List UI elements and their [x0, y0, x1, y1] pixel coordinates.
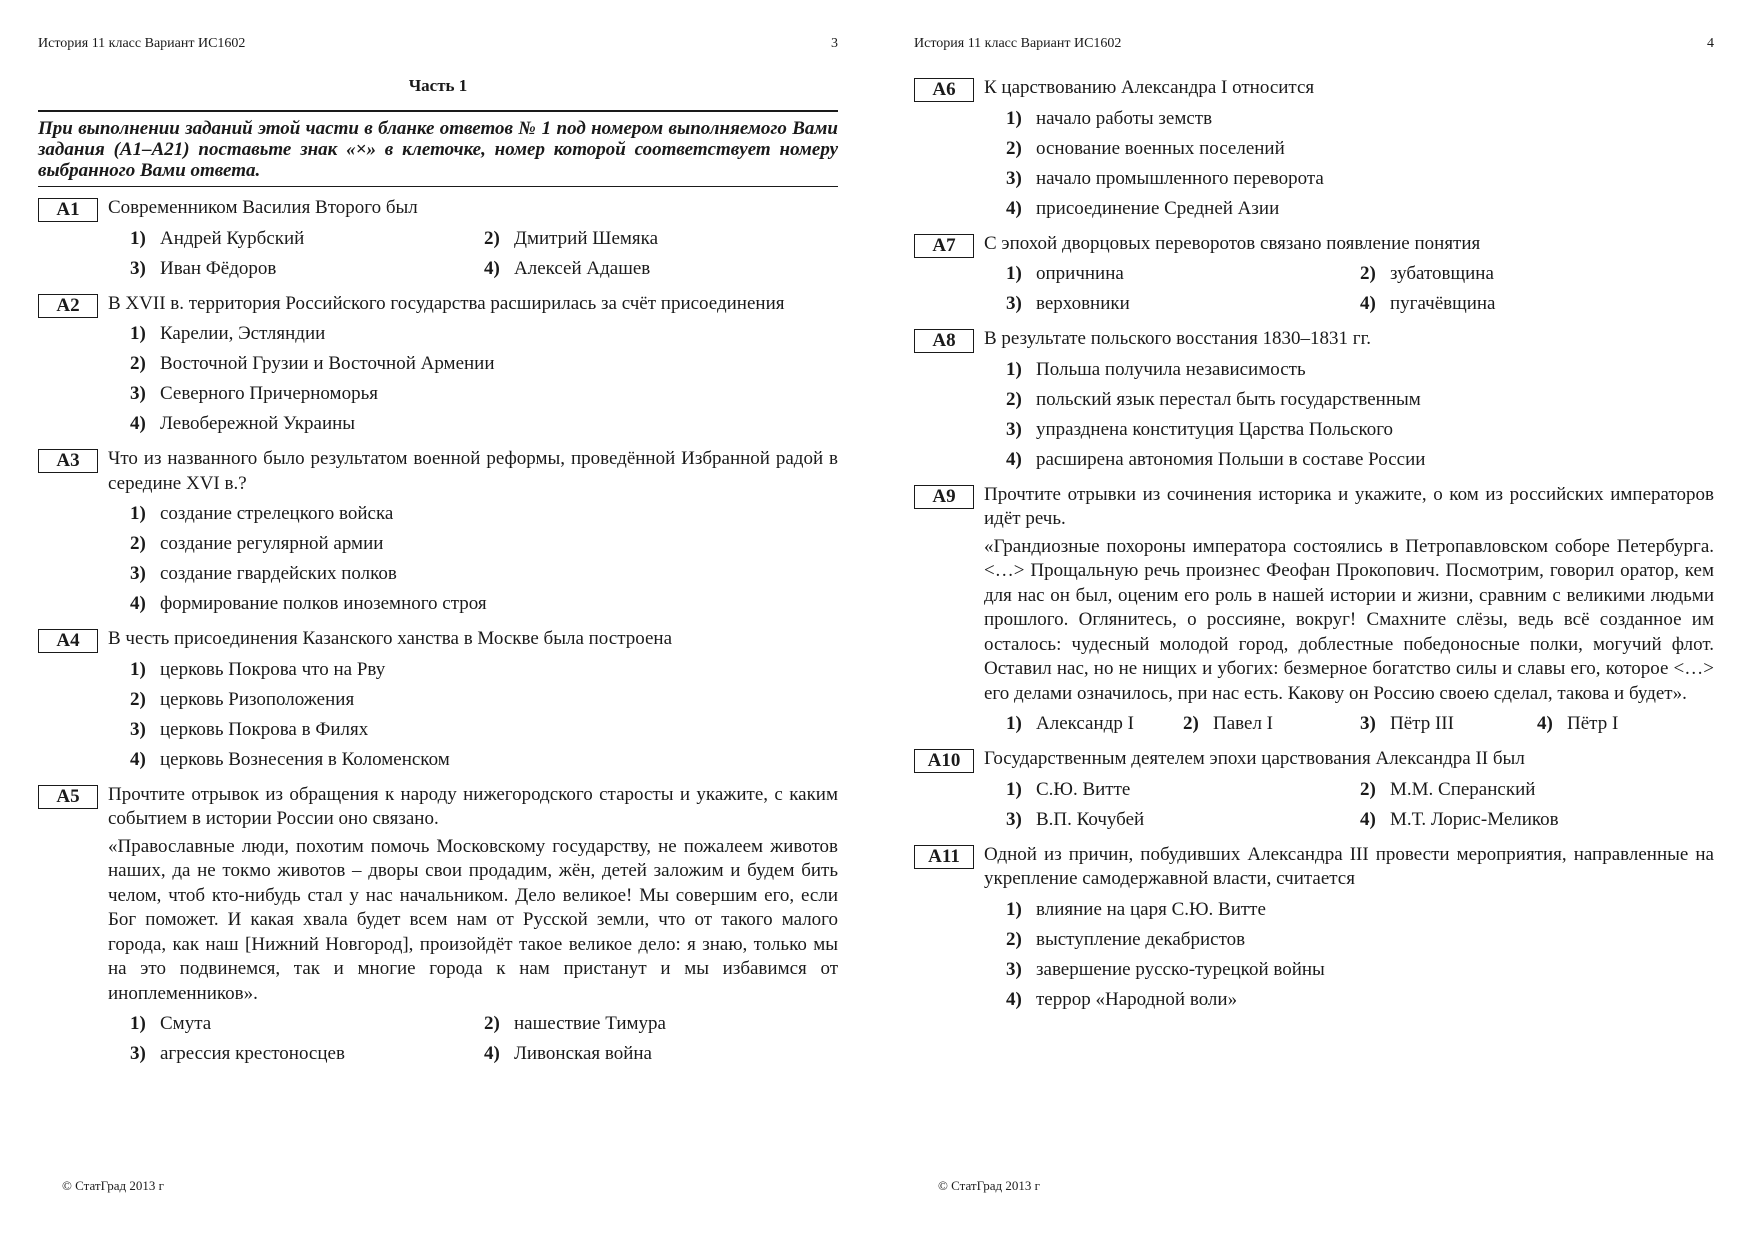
answer-option: [484, 254, 838, 284]
option-number: 2): [1360, 778, 1376, 800]
task-stem: К царствованию Александра I относится: [984, 77, 1315, 98]
answer-option: [1360, 805, 1714, 835]
left-tasks: [38, 196, 838, 1077]
task-stem: Современником Василия Второго был: [108, 197, 418, 218]
option-number: 3): [1006, 167, 1022, 189]
answer-option: [1360, 775, 1714, 805]
option-text: расширена автономия Польши в составе России: [1036, 448, 1426, 470]
task-stem: Одной из причин, побудивших Александра III провести мероприятия, направленные на укрепление самодержавной власти, считается: [984, 843, 1714, 889]
option-text: формирование полков иноземного строя: [160, 593, 487, 614]
task-label: А8: [914, 329, 974, 353]
option-text: присоединение Средней Азии: [1036, 197, 1280, 219]
option-text: Смута: [160, 1013, 212, 1034]
task-a6: [914, 76, 1714, 224]
option-text: польский язык перестал быть государственным: [1036, 388, 1421, 410]
option-text: основание военных поселений: [1036, 137, 1285, 159]
option-number: 1): [1006, 778, 1022, 800]
option-number: 2): [130, 533, 146, 554]
option-text: церковь Покрова в Филях: [160, 718, 369, 740]
option-number: 3): [1006, 418, 1022, 440]
option-text: Северного Причерноморья: [160, 383, 378, 404]
option-text: Андрей Курбский: [160, 227, 305, 249]
option-number: 4): [1360, 293, 1376, 314]
option-text: зубатовщина: [1390, 263, 1494, 284]
part-title: Часть 1: [408, 76, 468, 95]
option-text: начало промышленного переворота: [1036, 167, 1324, 189]
task-a11: [914, 843, 1714, 1015]
answer-option: [130, 685, 838, 715]
option-text: Пётр III: [1390, 713, 1454, 734]
task-stem: С эпохой дворцовых переворотов связано появление понятия: [984, 232, 1481, 254]
answer-option: [130, 559, 838, 589]
answer-option: [484, 224, 838, 254]
answer-option: [484, 1009, 838, 1039]
answer-options: [130, 655, 838, 775]
answer-option: [130, 529, 838, 559]
task-label: А3: [38, 449, 98, 473]
answer-option: [1006, 385, 1714, 415]
answer-options: [1006, 895, 1714, 1015]
option-number: 4): [130, 748, 146, 770]
option-number: 2): [1006, 137, 1022, 159]
task-label: А7: [914, 234, 974, 258]
answer-option: [1006, 164, 1714, 194]
option-number: 2): [1006, 388, 1022, 410]
answer-option: [130, 379, 838, 409]
option-number: 4): [1006, 197, 1022, 219]
option-text: влияние на царя С.Ю. Витте: [1036, 898, 1266, 920]
option-text: С.Ю. Витте: [1036, 778, 1131, 800]
task-stem: Прочтите отрывки из сочинения историка и укажите, о ком из российских императоров идёт речь.: [984, 483, 1714, 529]
option-text: нашествие Тимура: [514, 1013, 666, 1034]
page-footer: © СтатГрад 2013 г: [62, 1178, 164, 1193]
option-text: Алексей Адашев: [514, 257, 651, 279]
answer-option: [130, 715, 838, 745]
left-page: [38, 0, 838, 1239]
answer-option: [1006, 194, 1714, 224]
option-text: Павел I: [1213, 713, 1274, 734]
task-a10: [914, 747, 1714, 835]
task-label: А11: [914, 845, 974, 869]
task-stem: Прочтите отрывок из обращения к народу нижегородского старосты и укажите, с каким событием в истории России оно связано.: [108, 783, 838, 829]
answer-option: [1006, 355, 1714, 385]
option-text: террор «Народной воли»: [1036, 988, 1238, 1010]
answer-option: [1006, 955, 1714, 985]
option-text: агрессия крестоносцев: [160, 1043, 345, 1064]
answer-option: [130, 655, 838, 685]
right-page: [914, 0, 1714, 1239]
option-number: 2): [130, 688, 146, 710]
option-text: пугачёвщина: [1390, 293, 1496, 314]
answer-option: [1183, 709, 1360, 739]
option-number: 2): [484, 1013, 500, 1034]
answer-options: [1006, 259, 1714, 319]
answer-options: [130, 319, 838, 439]
option-number: 4): [130, 593, 146, 614]
answer-option: [130, 1039, 484, 1069]
header-text: История 11 класс Вариант ИС1602: [38, 36, 246, 51]
task-stem: В XVII в. территория Российского государства расширилась за счёт присоединения: [108, 292, 785, 314]
answer-option: [1537, 709, 1714, 739]
task-a5: [38, 783, 838, 1070]
option-number: 1): [130, 1013, 146, 1034]
option-text: создание гвардейских полков: [160, 563, 397, 584]
option-number: 3): [130, 1043, 146, 1064]
task-a1: [38, 196, 838, 284]
answer-option: [1360, 259, 1714, 289]
option-number: 1): [1006, 358, 1022, 380]
answer-option: [484, 1039, 838, 1069]
page-footer: © СтатГрад 2013 г: [938, 1178, 1040, 1193]
task-stem: В честь присоединения Казанского ханства в Москве была построена: [108, 628, 672, 649]
answer-option: [130, 319, 838, 349]
option-number: 3): [130, 718, 146, 740]
task-label: А5: [38, 785, 98, 809]
task-label: А9: [914, 485, 974, 509]
answer-option: [1006, 445, 1714, 475]
answer-option: [130, 224, 484, 254]
option-text: завершение русско-турецкой войны: [1036, 958, 1325, 980]
task-passage: «Грандиозные похороны императора состоялись в Петропавловском соборе Петербурга. <…> Прощальную речь произнес Феофан Прокопович. Посмотрим, говорил оратор, кем для нас он был, оценим его роль в нашей истории и жизни, сравним с великими людьми прошлого. Оглянитесь, о россияне, вокруг! Смахните слёзы, ведь всё созданное им осталось: чудесный молодой город, доблестные победоносные полки, могучий флот. Оставил нас, но не нищих и убогих: безмерное богатство силы и славы его, которое <…> его делами означилось, при нас есть. Какову он Россию своею сделал, такова и будет».: [984, 535, 1714, 704]
header-text: История 11 класс Вариант ИС1602: [914, 36, 1122, 51]
task-a8: [914, 327, 1714, 475]
option-number: 4): [1006, 448, 1022, 470]
answer-option: [130, 499, 838, 529]
option-number: 4): [130, 413, 146, 434]
task-a4: [38, 627, 838, 775]
option-number: 2): [1183, 713, 1199, 734]
answer-option: [1006, 415, 1714, 445]
answer-option: [130, 589, 838, 619]
option-text: опричнина: [1036, 263, 1124, 284]
answer-options: [1006, 709, 1714, 739]
answer-option: [1006, 289, 1360, 319]
answer-option: [1006, 104, 1714, 134]
answer-option: [1006, 985, 1714, 1015]
answer-options: [1006, 775, 1714, 835]
option-text: начало работы земств: [1036, 107, 1213, 129]
option-text: М.М. Сперанский: [1390, 778, 1536, 800]
answer-options: [130, 1009, 838, 1069]
answer-option: [1360, 289, 1714, 319]
option-number: 2): [1360, 263, 1376, 284]
option-number: 1): [130, 227, 146, 249]
task-a9: [914, 483, 1714, 740]
task-label: А4: [38, 629, 98, 653]
answer-option: [130, 1009, 484, 1039]
page-header: [38, 36, 838, 52]
option-number: 3): [1006, 958, 1022, 980]
option-number: 4): [1537, 713, 1553, 734]
task-label: А2: [38, 294, 98, 318]
option-number: 2): [484, 227, 500, 249]
option-number: 3): [1006, 293, 1022, 314]
instructions: При выполнении заданий этой части в бланке ответов № 1 под номером выполняемого Вами задания (А1–А21) поставьте знак «×» в клеточке, номер которой соответствует номеру выбранного Вами ответа.: [38, 110, 838, 187]
task-a7: [914, 232, 1714, 320]
answer-options: [1006, 355, 1714, 475]
option-text: выступление декабристов: [1036, 928, 1246, 950]
option-number: 3): [130, 257, 146, 279]
task-passage: «Православные люди, похотим помочь Московскому государству, не пожалеем животов наших, да не токмо животов – дворы свои продадим, жён, детей заложим и будем бить челом, чтоб кто-нибудь стал у нас начальником. Дело великое! Мы совершим его, если Бог поможет. И какая хвала будет всем нам от Русской земли, что от такого малого города, как наш [Нижний Новгород], произойдёт такое великое дело: я знаю, только мы на это подвинемся, так и многие города к нам пристанут и мы избавимся от иноплеменников».: [108, 835, 838, 1004]
option-text: Александр I: [1036, 713, 1134, 734]
page-number: 3: [831, 36, 838, 51]
page-header: [914, 36, 1714, 52]
option-text: церковь Вознесения в Коломенском: [160, 748, 450, 770]
option-text: создание регулярной армии: [160, 533, 384, 554]
option-number: 1): [130, 503, 146, 524]
task-label: А1: [38, 198, 98, 222]
answer-option: [1360, 709, 1537, 739]
answer-option: [1006, 895, 1714, 925]
answer-option: [130, 745, 838, 775]
task-label: А10: [914, 749, 974, 773]
answer-option: [1006, 134, 1714, 164]
option-text: Восточной Грузии и Восточной Армении: [160, 353, 495, 374]
answer-option: [1006, 775, 1360, 805]
option-text: Пётр I: [1567, 713, 1619, 734]
option-number: 1): [1006, 107, 1022, 129]
option-text: создание стрелецкого войска: [160, 503, 394, 524]
answer-option: [1006, 805, 1360, 835]
option-number: 1): [1006, 898, 1022, 920]
answer-option: [1006, 709, 1183, 739]
answer-options: [130, 499, 838, 619]
task-stem: В результате польского восстания 1830–1831 гг.: [984, 328, 1371, 349]
page-number: 4: [1707, 36, 1714, 51]
task-stem: Государственным деятелем эпохи царствования Александра II был: [984, 748, 1525, 769]
task-label: А6: [914, 78, 974, 102]
option-number: 1): [1006, 713, 1022, 734]
option-number: 2): [1006, 928, 1022, 950]
option-number: 3): [130, 563, 146, 584]
option-number: 1): [130, 658, 146, 680]
right-tasks: [914, 76, 1714, 1023]
answer-option: [130, 409, 838, 439]
option-text: церковь Ризоположения: [160, 688, 355, 710]
answer-options: [1006, 104, 1714, 224]
task-a3: [38, 447, 838, 619]
option-number: 3): [130, 383, 146, 404]
option-number: 4): [1360, 808, 1376, 830]
option-number: 1): [130, 323, 146, 344]
option-text: Карелии, Эстляндии: [160, 323, 326, 344]
option-text: Ливонская война: [514, 1043, 652, 1064]
option-number: 4): [1006, 988, 1022, 1010]
option-number: 3): [1006, 808, 1022, 830]
option-text: Польша получила независимость: [1036, 358, 1306, 380]
option-text: верховники: [1036, 293, 1130, 314]
option-text: Левобережной Украины: [160, 413, 356, 434]
option-text: В.П. Кочубей: [1036, 808, 1145, 830]
option-text: М.Т. Лорис-Меликов: [1390, 808, 1559, 830]
option-text: Дмитрий Шемяка: [514, 227, 659, 249]
answer-option: [130, 254, 484, 284]
task-stem: Что из названного было результатом военной реформы, проведённой Избранной радой в середине XVI в.?: [108, 448, 838, 494]
answer-options: [130, 224, 838, 284]
option-number: 3): [1360, 713, 1376, 734]
answer-option: [1006, 259, 1360, 289]
option-text: Иван Фёдоров: [160, 257, 277, 279]
task-a2: [38, 292, 838, 440]
answer-option: [130, 349, 838, 379]
option-number: 2): [130, 353, 146, 374]
option-number: 4): [484, 257, 500, 279]
option-text: упразднена конституция Царства Польского: [1036, 418, 1394, 440]
answer-option: [1006, 925, 1714, 955]
option-number: 4): [484, 1043, 500, 1064]
option-number: 1): [1006, 263, 1022, 284]
option-text: церковь Покрова что на Рву: [160, 658, 386, 680]
